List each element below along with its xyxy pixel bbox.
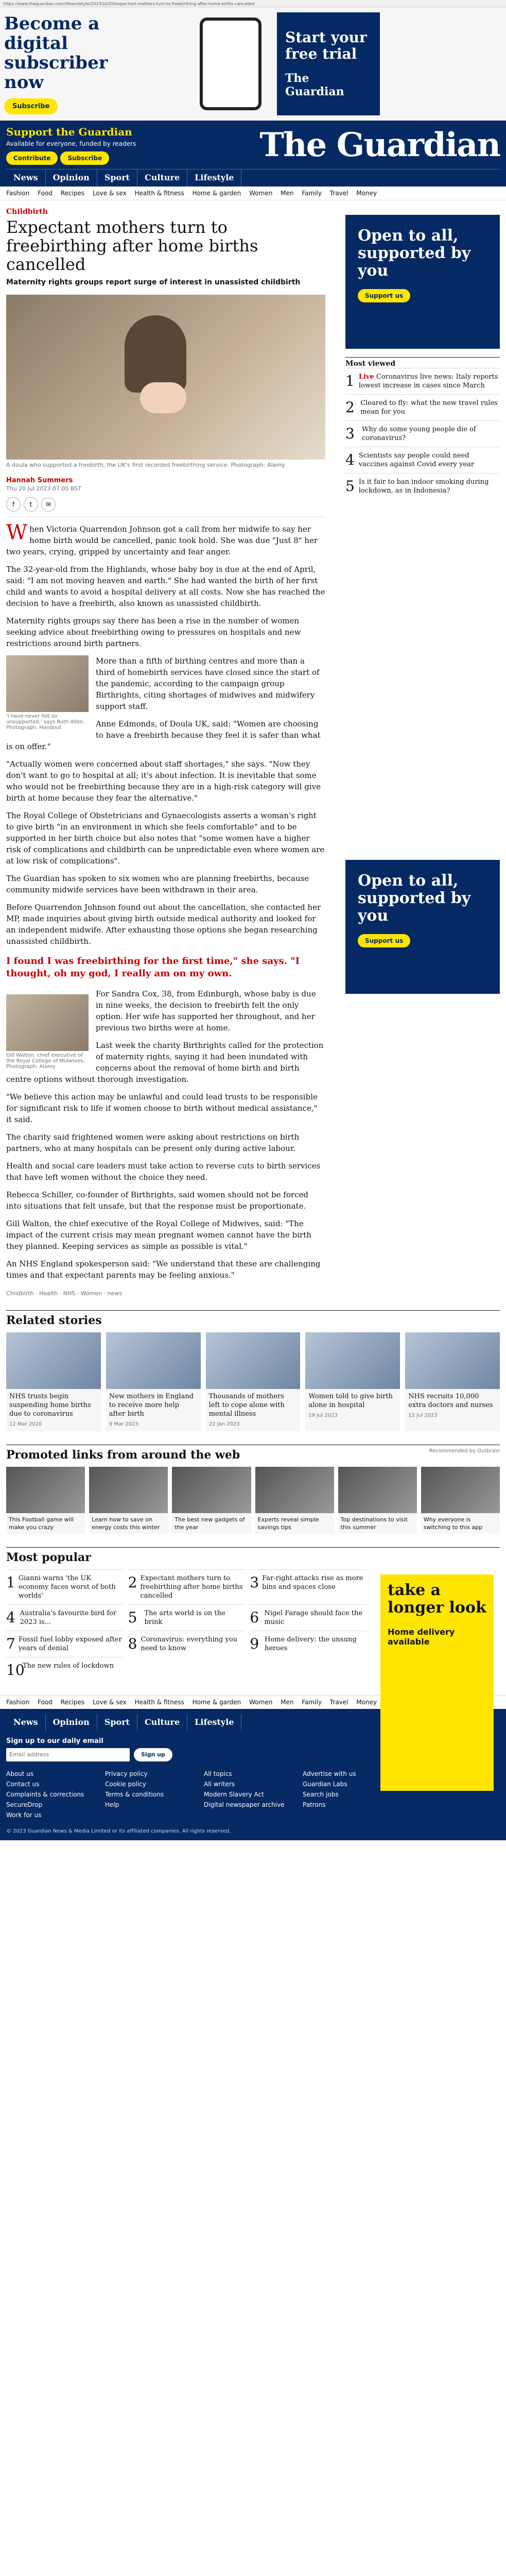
list-item[interactable] <box>250 1604 367 1631</box>
byline[interactable]: Hannah Summers <box>6 477 73 484</box>
rank-number: 8 <box>128 1635 137 1652</box>
footer-link[interactable]: Help <box>105 1801 119 1808</box>
page-content <box>0 208 506 1683</box>
twitter-icon[interactable]: t <box>24 497 38 512</box>
subnav-item[interactable]: Recipes <box>60 190 85 197</box>
footer-link[interactable]: All writers <box>204 1781 235 1788</box>
subnav-item[interactable]: Health & fitness <box>134 190 184 197</box>
footer-nav-item[interactable]: Fashion <box>6 1699 30 1706</box>
rank-number: 5 <box>128 1609 137 1626</box>
item-title: Cleared to fly: what the new travel rules mean for you <box>360 399 498 416</box>
longread-title: take a longer look <box>388 1581 486 1617</box>
card-date: 9 Mar 2023 <box>109 1421 138 1427</box>
item-title: Gianni warns 'the UK economy faces worst of both worlds' <box>18 1574 116 1600</box>
footer-link[interactable]: Modern Slavery Act <box>204 1791 264 1798</box>
pillar-sport[interactable]: Sport <box>97 170 137 187</box>
promo-image <box>338 1467 417 1513</box>
rank-number: 4 <box>6 1609 15 1626</box>
pillar-opinion[interactable]: Opinion <box>46 1714 97 1731</box>
subnav-item[interactable]: Family <box>302 190 322 197</box>
longread-cta: Home delivery available <box>388 1627 455 1647</box>
masthead <box>0 121 506 187</box>
paragraph: When Victoria Quarrendon Johnson got a call from her midwife to say her home birth would be cancelled, panic took hold. She was due "Just 8" her two years, crying, gripped by uncertainty and fear anger. <box>6 521 318 556</box>
promoted-link[interactable] <box>89 1467 168 1534</box>
footer-nav-item[interactable]: Health & fitness <box>134 1699 184 1706</box>
paragraph: Before Quarrendon Johnson found out about the cancellation, she contacted her MP, made inquiries about giving birth outside medical authority and looked for an independent midwife. After exhausting those options she began researching unassisted childbirth. <box>6 903 321 946</box>
item-title: Australia's favourite bird for 2023 is... <box>20 1609 117 1626</box>
paragraph: Anne Edmonds, of Doula UK, said: "Women are choosing to have a freebirth because they feel it is safer than what is on offer." <box>6 719 321 751</box>
share-bar <box>6 497 325 517</box>
tags: Childbirth · Health · NHS · Women · news <box>6 1290 123 1297</box>
list-item[interactable] <box>345 368 500 394</box>
rank-number: 1 <box>6 1574 15 1591</box>
card-date: 22 Jan 2023 <box>208 1421 240 1427</box>
article-body <box>6 523 325 1281</box>
guardian-logo[interactable]: The Guardian <box>259 126 500 164</box>
signup-button[interactable]: Sign up <box>134 1748 172 1761</box>
footer-link[interactable]: About us <box>6 1770 34 1777</box>
card-image <box>206 1332 301 1389</box>
footer-link[interactable]: Search jobs <box>303 1791 339 1798</box>
ad-right-headline: Start your free trial <box>285 29 367 62</box>
sub-nav <box>0 187 506 200</box>
inline-image <box>6 994 89 1070</box>
subnav-item[interactable]: Women <box>249 190 273 197</box>
footer-nav-item[interactable]: Travel <box>329 1699 348 1706</box>
outbrain-note[interactable]: Recommended by Outbrain <box>429 1448 500 1454</box>
promoted-link[interactable] <box>421 1467 500 1534</box>
email-field[interactable]: Email address <box>6 1748 130 1761</box>
list-item[interactable] <box>345 394 500 420</box>
card-title: NHS recruits 10,000 extra doctors and nurses <box>408 1393 493 1409</box>
footer-nav-item[interactable]: Food <box>38 1699 53 1706</box>
support-text: Available for everyone, funded by readers <box>6 140 136 147</box>
promoted-link[interactable] <box>172 1467 251 1534</box>
promoted-title <box>6 1445 500 1462</box>
ad-subscribe-button[interactable]: Subscribe <box>4 98 58 114</box>
item-title: Coronavirus: everything you need to know <box>141 1636 238 1652</box>
card-title: Women told to give birth alone in hospital <box>308 1393 393 1409</box>
promo-title: This Football game will make you crazy <box>9 1516 74 1531</box>
top-advert[interactable] <box>0 7 506 121</box>
promo-title: The best new gadgets of the year <box>175 1516 245 1531</box>
paragraph: Rebecca Schiller, co-founder of Birthrights, said women should not be forced into situations that felt unsafe, but that the response must be proportionate. <box>6 1190 308 1211</box>
related-card[interactable] <box>6 1332 101 1431</box>
promo-title: Learn how to save on energy costs this winter <box>92 1516 160 1531</box>
paragraph: The Royal College of Obstetricians and Gynaecologists asserts a woman's right to give birth "in an environment in which she feels comfortable" and to be supported in her birth choice but also notes that "some women have a higher risk of complications and childbirth can be unpredictable even where women are at low risk of complications". <box>6 811 325 866</box>
pillar-news[interactable]: News <box>6 170 46 187</box>
item-title: Why do some young people die of coronavirus? <box>362 426 476 442</box>
pillar-nav <box>6 169 500 187</box>
ad-brand: The Guardian <box>285 72 344 98</box>
pillar-culture[interactable]: Culture <box>137 170 187 187</box>
item-title: The new rules of lockdown <box>23 1662 114 1670</box>
list-item[interactable] <box>345 447 500 473</box>
url-bar[interactable]: https://www.theguardian.com/lifeandstyle/2023/jul/20/expectant-mothers-turn-to-freebirthing-after-home-births-cancelled <box>0 0 506 7</box>
footer-link[interactable]: Cookie policy <box>105 1781 146 1788</box>
paragraph: The charity said frightened women were asking about restrictions on birth partners, who at many hospitals can be present only during active labour. <box>6 1132 300 1153</box>
ad-phone-image <box>200 18 261 110</box>
rank-number: 7 <box>6 1635 15 1652</box>
item-title: Far-right attacks rise as more bins and spaces close <box>262 1574 363 1591</box>
article-kicker[interactable]: Childbirth <box>6 208 48 216</box>
pillar-culture[interactable]: Culture <box>137 1714 187 1731</box>
tag-link[interactable]: news <box>107 1290 123 1297</box>
item-title: Is it fair to ban indoor smoking during lockdown, as in Indonesia? <box>358 478 489 495</box>
list-item[interactable] <box>128 1631 245 1657</box>
right-column <box>345 208 500 994</box>
dateline: Thu 20 Jul 2023 07.00 BST <box>6 485 81 492</box>
pullquote: I found I was freebirthing for the first time," she says. "I thought, oh my god, I really am on my own. <box>6 956 300 979</box>
card-image <box>305 1332 400 1389</box>
promo-image <box>421 1467 500 1513</box>
pillar-lifestyle[interactable]: Lifestyle <box>187 170 241 187</box>
card-date: 12 Jul 2023 <box>408 1413 438 1418</box>
most-viewed <box>345 357 500 499</box>
subnav-item[interactable]: Men <box>281 190 294 197</box>
list-item[interactable] <box>250 1569 367 1604</box>
list-item[interactable] <box>6 1657 123 1683</box>
rank-number: 5 <box>345 478 355 495</box>
footer-nav-item[interactable]: Men <box>281 1699 294 1706</box>
footer-nav-item[interactable]: Love & sex <box>92 1699 127 1706</box>
item-title: Coronavirus live news: Italy reports lowest increase in cases since March <box>358 373 498 389</box>
item-title: Scientists say people could need vaccines against Covid every year <box>358 452 475 468</box>
promoted-link[interactable] <box>338 1467 417 1534</box>
promoted-link[interactable] <box>255 1467 334 1534</box>
promoted-heading: Promoted links from around the web <box>6 1448 240 1462</box>
right-ad-button[interactable]: Support us <box>358 289 410 302</box>
inline-photo <box>6 994 89 1051</box>
footer-link[interactable]: Privacy policy <box>105 1770 148 1777</box>
tag-link[interactable]: NHS <box>63 1290 76 1297</box>
card-date: 19 Jul 2023 <box>308 1413 338 1418</box>
promo-image <box>6 1467 85 1513</box>
rank-number: 2 <box>345 399 355 416</box>
paragraph: Maternity rights groups say there has been a rise in the number of women seeking advice about freebirthing owing to pressures on hospitals and new restrictions around birth partners. <box>6 616 301 648</box>
rank-number: 1 <box>345 372 355 389</box>
subnav-item[interactable]: Travel <box>329 190 348 197</box>
inline-image <box>6 655 89 731</box>
right-advert-2[interactable] <box>345 860 500 994</box>
longread-advert[interactable] <box>380 1574 494 1791</box>
paragraph: The 32-year-old from the Highlands, whose baby boy is due at the end of April, said: "I am not moving heaven and earth." She had wanted the birth of her first child and wants to avoid a hospital delivery at all costs. Now she has reached the decision to have a freebirth, also known as unassisted childbirth. <box>6 565 325 608</box>
copyright: © 2023 Guardian News & Media Limited or its affiliated companies. All rights reserved. <box>6 1828 231 1834</box>
footer-link[interactable]: Work for us <box>6 1811 42 1819</box>
support-title: Support the Guardian <box>6 126 132 138</box>
promo-image <box>255 1467 334 1513</box>
related-card[interactable] <box>305 1332 400 1431</box>
paragraph: "We believe this action may be unlawful and could lead trusts to be responsible for significant risk to life if women choose to birth without medical assistance," it said. <box>6 1092 318 1124</box>
footer-nav-item[interactable]: Home & garden <box>192 1699 241 1706</box>
rank-number: 6 <box>250 1609 259 1626</box>
pillar-sport[interactable]: Sport <box>97 1714 137 1731</box>
inline-caption: 'I have never felt so unsupported,' says Ruth Allen. Photograph: Handout <box>6 714 85 731</box>
paragraph: Health and social care leaders must take action to reverse cuts to birth services that have left women without the choice they need. <box>6 1161 321 1182</box>
footer-link[interactable]: Contact us <box>6 1781 40 1788</box>
related-card[interactable] <box>405 1332 500 1431</box>
paragraph: The Guardian has spoken to six women who are planning freebirths, because community midwife services have been withdrawn in their area. <box>6 874 309 894</box>
contribute-button[interactable]: Contribute <box>6 151 58 165</box>
list-item[interactable] <box>6 1631 123 1657</box>
list-item[interactable] <box>250 1631 367 1657</box>
inline-caption: Gill Walton, chief executive of the Royal College of Midwives. Photograph: Alamy <box>6 1053 85 1070</box>
card-image <box>405 1332 500 1389</box>
article-headline: Expectant mothers turn to freebirthing after home births cancelled <box>6 217 258 274</box>
subnav-item[interactable]: Home & garden <box>192 190 241 197</box>
most-popular-list <box>6 1569 367 1683</box>
card-image <box>106 1332 201 1389</box>
related-cards <box>6 1332 500 1431</box>
signup-title: Sign up to our daily email <box>6 1737 103 1745</box>
most-popular-section <box>6 1569 500 1683</box>
pillar-news[interactable]: News <box>6 1714 46 1731</box>
paragraph: Last week the charity Birthrights called for the protection of maternity rights, saying it had been inundated with concerns about the removal of home birth and birth centre options without thorough investigation. <box>6 1041 324 1084</box>
item-title: Expectant mothers turn to freebirthing after home births cancelled <box>140 1574 243 1600</box>
pillar-opinion[interactable]: Opinion <box>46 170 97 187</box>
hero-image <box>6 295 325 460</box>
list-item[interactable] <box>345 473 500 499</box>
rank-number: 4 <box>345 451 355 468</box>
email-icon[interactable]: ✉ <box>41 497 56 512</box>
facebook-icon[interactable]: f <box>6 497 21 512</box>
item-title: Nigel Farage should face the music <box>264 1609 363 1626</box>
hero-caption: A doula who supported a freebirth, the UK's first recorded freebirthing service. Photograph: Alamy <box>6 462 285 468</box>
rank-number: 10 <box>6 1662 25 1679</box>
tag-link[interactable]: Childbirth <box>6 1290 34 1297</box>
pillar-lifestyle[interactable]: Lifestyle <box>187 1714 241 1731</box>
item-title: Fossil fuel lobby exposed after years of denial <box>18 1636 122 1652</box>
footer-nav-item[interactable]: Family <box>302 1699 322 1706</box>
right-ad-button[interactable]: Support us <box>358 934 410 947</box>
ad-headline: Become a digital subscriber now <box>4 13 108 93</box>
footer-link[interactable]: Guardian Labs <box>303 1781 347 1788</box>
paragraph: "Actually women were concerned about staff shortages," she says. "Now they don't want to go to hospital at all; it's about infection. It is inevitable that some who would not be freebirthing because they are in a high-risk category will give birth at home because they fear the alternative." <box>6 759 321 803</box>
article-standfirst: Maternity rights groups report surge of interest in unassisted childbirth <box>6 278 301 286</box>
footer-link[interactable]: All topics <box>204 1770 232 1777</box>
rank-number: 3 <box>250 1574 259 1591</box>
subnav-item[interactable]: Food <box>38 190 53 197</box>
footer-nav-item[interactable]: Recipes <box>60 1699 85 1706</box>
card-image <box>6 1332 101 1389</box>
promo-image <box>89 1467 168 1513</box>
list-item[interactable] <box>345 420 500 447</box>
most-popular-title: Most popular <box>6 1547 500 1564</box>
rank-number: 3 <box>345 425 355 442</box>
hero-baby-shape <box>140 382 186 413</box>
footer-link[interactable]: Complaints & corrections <box>6 1791 84 1798</box>
card-title: NHS trusts begin suspending home births due to coronavirus <box>9 1393 91 1418</box>
related-title: Related stories <box>6 1310 500 1327</box>
subnav-item[interactable]: Fashion <box>6 190 30 197</box>
paragraph: An NHS England spokesperson said: "We understand that these are challenging times and that expectant parents may be feeling anxious." <box>6 1259 321 1280</box>
footer-link[interactable]: Patrons <box>303 1801 326 1808</box>
right-ad-headline: Open to all, supported by you <box>358 872 471 925</box>
related-card[interactable] <box>106 1332 201 1431</box>
promo-image <box>172 1467 251 1513</box>
paragraph: Gill Walton, the chief executive of the Royal College of Midwives, said: "The impact of the current crisis may mean pregnant women cannot have the birth they planned. Keeping services as simple as possible is vital." <box>6 1219 311 1251</box>
list-item[interactable] <box>128 1569 245 1604</box>
tag-link[interactable]: Health <box>39 1290 58 1297</box>
promoted-link[interactable] <box>6 1467 85 1534</box>
card-date: 12 Mar 2020 <box>9 1421 42 1427</box>
inline-photo <box>6 655 89 712</box>
promo-title: Why everyone is switching to this app <box>423 1516 483 1531</box>
promo-title: Experts reveal simple savings tips <box>257 1516 319 1531</box>
card-title: Thousands of mothers left to cope alone with mental illness <box>208 1393 285 1418</box>
right-advert[interactable] <box>345 215 500 349</box>
footer-link[interactable]: Advertise with us <box>303 1770 356 1777</box>
subnav-item[interactable]: Money <box>356 190 377 197</box>
item-kicker: Live <box>358 373 374 381</box>
paragraph: More than a fifth of birthing centres and more than a third of homebirth services have closed since the start of the pandemic, according to the campaign group Birthrights, citing shortages of midwives and midwifery support staff. <box>96 656 320 711</box>
item-title: The arts world is on the brink <box>144 1609 225 1626</box>
most-viewed-title: Most viewed <box>345 357 500 368</box>
footer-link[interactable]: SecureDrop <box>6 1801 43 1808</box>
subnav-item[interactable]: Love & sex <box>92 190 127 197</box>
hero-person-shape <box>125 315 186 393</box>
related-card[interactable] <box>206 1332 301 1431</box>
subscribe-button[interactable]: Subscribe <box>60 151 109 165</box>
right-ad-headline: Open to all, supported by you <box>358 227 471 280</box>
paragraph: For Sandra Cox, 38, from Edinburgh, whose baby is due in nine weeks, the decision to freebirth felt the only option. Her wife has supported her throughout, and her previous two births were at home. <box>96 989 316 1032</box>
support-block <box>6 126 136 165</box>
promoted-links <box>6 1467 500 1534</box>
list-item[interactable] <box>128 1604 245 1631</box>
footer-link[interactable]: Terms & conditions <box>105 1791 164 1798</box>
footer-nav-item[interactable]: Women <box>249 1699 273 1706</box>
footer-nav-item[interactable]: Money <box>356 1699 377 1706</box>
list-item[interactable] <box>6 1604 123 1631</box>
list-item[interactable] <box>6 1569 123 1604</box>
rank-number: 9 <box>250 1635 259 1652</box>
article <box>6 208 325 1297</box>
item-title: Home delivery: the unsung heroes <box>264 1636 357 1652</box>
rank-number: 2 <box>128 1574 137 1591</box>
footer-link[interactable]: Digital newspaper archive <box>204 1801 285 1808</box>
tag-link[interactable]: Women <box>80 1290 102 1297</box>
promo-title: Top destinations to visit this summer <box>340 1516 408 1531</box>
card-title: New mothers in England to receive more help after birth <box>109 1393 194 1418</box>
